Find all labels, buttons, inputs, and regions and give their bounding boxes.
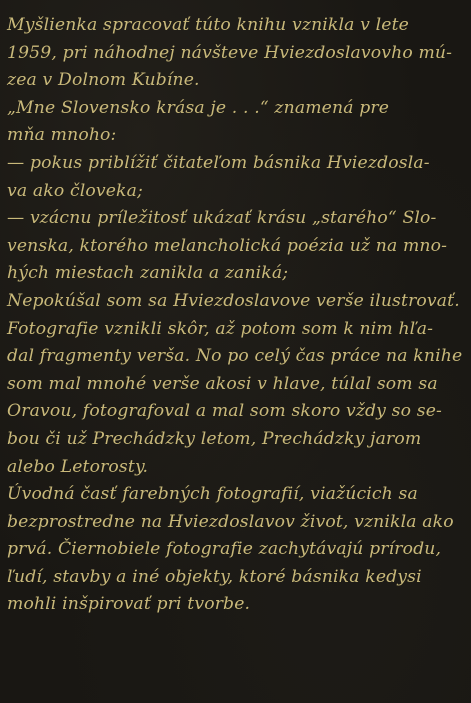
text-line: mohli inšpirovať pri tvorbe.	[7, 594, 251, 615]
text-line: zea v Dolnom Kubíne.	[7, 70, 200, 91]
text-line: — vzácnu príležitosť ukázať krásu „starého“ Slo-	[7, 208, 437, 229]
text-line: hých miestach zanikla a zaniká;	[7, 263, 289, 284]
text-line: Myšlienka spracovať túto knihu vznikla v lete	[7, 15, 409, 35]
text-line: Úvodná časť farebných fotografií, viažúcich sa	[7, 484, 418, 505]
text-line: Nepokúšal som sa Hviezdoslavove verše ilustrovať.	[7, 290, 460, 311]
text-line: venska, ktorého melancholická poézia už na mno-	[7, 235, 448, 256]
text-line: — pokus priblížiť čitateľom básnika Hviezdosla-	[7, 152, 430, 173]
text-line: ľudí, stavby a iné objekty, ktoré básnika kedysi	[7, 566, 422, 587]
text-line: va ako človeka;	[7, 180, 143, 201]
text-line: „Mne Slovensko krása je . . .“ znamená pre	[7, 97, 390, 118]
body-text	[7, 12, 467, 619]
text-line: som mal mnohé verše akosi v hlave, túlal som sa	[7, 373, 438, 394]
text-line: 1959, pri náhodnej návšteve Hviezdoslavovho mú-	[7, 42, 453, 63]
text-line: Fotografie vznikli skôr, až potom som k nim hľa-	[7, 318, 434, 339]
text-line: alebo Letorosty.	[7, 456, 149, 477]
text-line: bou či už Prechádzky letom, Prechádzky jarom	[7, 428, 422, 449]
text-line: mňa mnoho:	[7, 125, 117, 146]
text-line: Oravou, fotografoval a mal som skoro vždy so se-	[7, 401, 442, 422]
text-line: bezprostredne na Hviezdoslavov život, vznikla ako	[7, 511, 454, 532]
text-line: prvá. Čiernobiele fotografie zachytávajú prírodu,	[7, 539, 442, 560]
text-line: dal fragmenty verša. No po celý čas práce na knihe	[7, 346, 463, 367]
